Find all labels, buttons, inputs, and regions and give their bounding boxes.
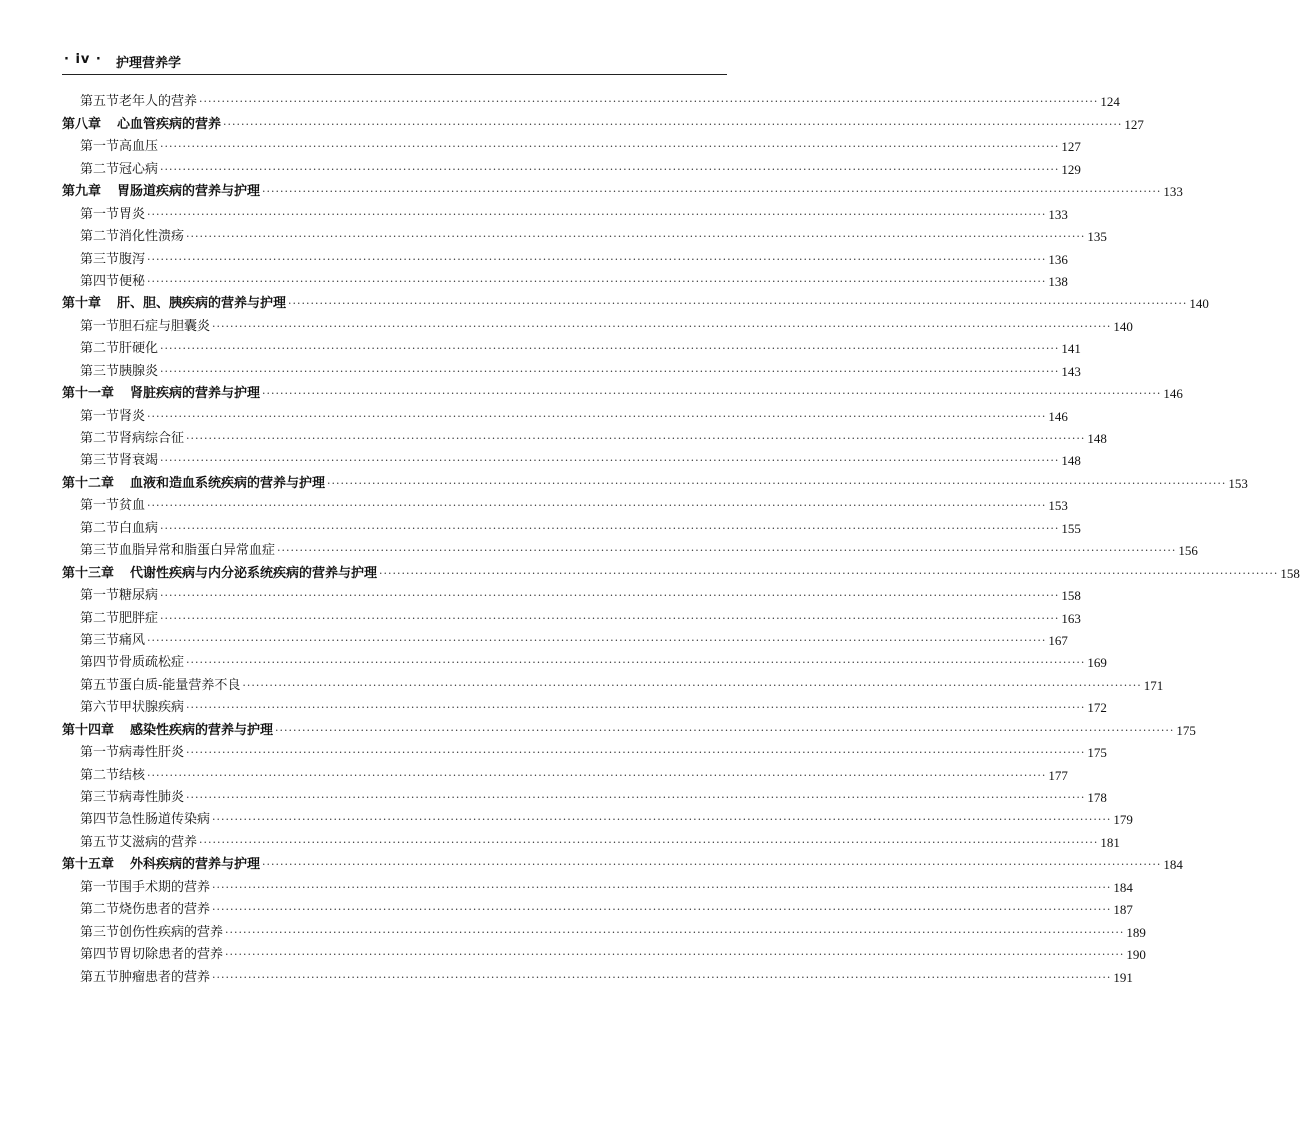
toc-entry-page: 146 [1163,386,1183,402]
toc-entry-number: 第三节 [80,790,120,805]
toc-entry-title: 急性肠道传染病 [119,812,211,828]
toc-entry-page: 187 [1113,902,1133,918]
toc-chapter-entry[interactable] [62,113,1144,135]
toc-entry-page: 181 [1100,834,1120,850]
dot-leader: ········································································································································································································ [160,140,1060,154]
toc-entry-number: 第一节 [80,408,120,424]
dot-leader: ········································································································································································································ [160,521,1060,535]
toc-entry-page: 179 [1113,812,1133,828]
toc-entry-number: 第三节 [80,924,120,940]
toc-entry-title: 骨质疏松症 [119,655,185,671]
toc-entry-title: 血脂异常和脂蛋白异常血症 [119,543,276,559]
toc-entry-page: 140 [1189,296,1209,312]
toc-entry-page: 184 [1113,879,1133,895]
dot-leader: ········································································································································································································ [212,903,1112,917]
dot-leader: ········································································································································································································ [147,768,1047,782]
toc-entry-number: 第二节 [80,610,120,626]
toc-section-entry[interactable] [62,630,1068,652]
toc-entry-number: 第二节 [80,161,120,177]
dot-leader: ········································································································································································································ [262,858,1162,872]
toc-entry-page: 135 [1087,229,1107,245]
toc-section-entry[interactable] [62,966,1133,988]
dot-leader: ········································································································································································································ [186,791,1086,804]
toc-entry-number: 第一节 [80,139,120,155]
toc-section-entry[interactable] [62,540,1198,562]
dot-leader: ········································································································································································································ [147,633,1047,647]
dot-leader: ········································································································································································································ [225,948,1125,962]
toc-entry-page: 167 [1048,632,1068,648]
dot-leader: ········································································································································································································ [262,185,1162,199]
toc-entry-title: 代谢性疾病与内分泌系统疾病的营养与护理 [130,565,378,581]
toc-section-entry[interactable] [62,315,1133,337]
toc-entry-number: 第五节 [80,969,120,985]
toc-entry-page: 143 [1061,363,1081,379]
toc-entry-page: 148 [1061,453,1081,469]
toc-entry-number: 第三节 [80,453,120,469]
toc-entry-title: 甲状腺疾病 [119,700,185,716]
toc-section-entry[interactable] [62,697,1107,719]
toc-entry-number: 第十四章 [62,722,115,738]
toc-entry-page: 175 [1087,745,1107,761]
toc-entry-title: 肾病综合征 [119,431,185,446]
toc-entry-number: 第二节 [80,431,120,446]
toc-entry-number: 第二节 [80,520,120,536]
dot-leader: ········································································································································································································ [147,499,1047,513]
dot-leader: ········································································································································································································ [147,409,1047,423]
dot-leader: ········································································································································································································ [225,925,1125,939]
toc-section-entry[interactable] [62,450,1081,472]
toc-chapter-entry[interactable] [62,472,1248,494]
toc-entry-page: 136 [1048,251,1068,267]
toc-entry-page: 163 [1061,610,1081,626]
toc-entry-page: 155 [1061,520,1081,536]
toc-entry-number: 第十章 [62,296,102,312]
toc-entry-number: 第三节 [80,543,120,559]
toc-entry-page: 190 [1126,947,1146,963]
toc-entry-page: 184 [1163,857,1183,873]
toc-entry-title: 肾炎 [119,408,146,424]
toc-section-entry[interactable] [62,405,1068,427]
toc-entry-number: 第一节 [80,498,120,514]
toc-entry-page: 158 [1280,565,1300,581]
toc-entry-page: 175 [1176,722,1196,738]
toc-entry-title: 病毒性肝炎 [119,745,185,761]
toc-entry-page: 177 [1048,767,1068,783]
toc-section-entry[interactable] [62,831,1120,853]
toc-entry-page: 133 [1163,184,1183,200]
toc-entry-page: 127 [1124,116,1144,132]
toc-entry-page: 148 [1087,431,1107,446]
toc-entry-title: 肿瘤患者的营养 [119,969,211,985]
toc-entry-page: 158 [1061,588,1081,604]
toc-entry-title: 感染性疾病的营养与护理 [130,722,274,738]
toc-entry-number: 第十一章 [62,386,115,402]
toc-entry-number: 第一节 [80,318,120,334]
toc-section-entry[interactable] [62,495,1068,517]
toc-entry-number: 第三节 [80,251,120,267]
toc-entry-page: 171 [1143,677,1164,693]
toc-entry-title: 高血压 [119,139,159,155]
toc-entry-title: 腹泻 [119,251,146,267]
dot-leader: ········································································································································································································ [147,207,1047,221]
dot-leader: ········································································································································································································ [160,162,1060,176]
toc-entry-page: 153 [1048,498,1068,514]
toc-entry-title: 病毒性肺炎 [119,790,185,805]
toc-entry-title: 痛风 [119,632,146,648]
toc-entry-title: 糖尿病 [119,588,159,604]
toc-entry-number: 第六节 [80,700,120,716]
toc-entry-page: 138 [1048,273,1068,289]
dot-leader: ········································································································································································································ [160,364,1060,378]
toc-entry-number: 第二节 [80,767,120,783]
toc-entry-title: 肾衰竭 [119,453,159,469]
toc-section-entry[interactable] [62,787,1107,809]
toc-entry-number: 第五节 [80,834,120,850]
toc-entry-title: 冠心病 [119,161,159,177]
toc-entry-number: 第二节 [80,902,120,918]
toc-entry-title: 胆石症与胆囊炎 [119,318,211,334]
toc-section-entry[interactable] [62,809,1133,831]
toc-entry-title: 胃炎 [119,206,146,222]
toc-entry-number: 第九章 [62,184,102,200]
toc-entry-page: 124 [1100,94,1120,110]
dot-leader: ········································································································································································································ [212,319,1112,333]
toc-entry-page: 169 [1087,655,1107,671]
toc-entry-page: 129 [1061,161,1081,177]
dot-leader: ········································································································································································································ [275,723,1175,737]
dot-leader: ········································································································································································································ [147,252,1047,266]
toc-entry-title: 肥胖症 [119,610,159,626]
toc-entry-page: 153 [1228,475,1248,491]
dot-leader: ········································································································································································································ [186,701,1086,715]
toc-section-entry[interactable] [62,517,1081,539]
toc-entry-title: 烧伤患者的营养 [119,902,211,918]
toc-section-entry[interactable] [62,428,1107,450]
toc-entry-number: 第一节 [80,745,120,761]
toc-entry-number: 第一节 [80,206,120,222]
toc-entry-title: 结核 [119,767,146,783]
toc-entry-number: 第二节 [80,341,120,357]
toc-section-entry[interactable] [62,338,1081,360]
toc-entry-title: 围手术期的营养 [119,879,211,895]
toc-section-entry[interactable] [62,899,1133,921]
toc-section-entry[interactable] [62,742,1107,764]
toc-section-entry[interactable] [62,674,1164,696]
toc-section-entry[interactable] [62,607,1081,629]
toc-entry-page: 133 [1048,206,1068,222]
dot-leader: ········································································································································································································ [212,880,1112,894]
toc-entry-title: 蛋白质-能量营养不良 [119,677,241,693]
toc-chapter-entry[interactable] [62,383,1183,405]
toc-entry-number: 第四节 [80,273,120,289]
toc-entry-title: 贫血 [119,498,146,514]
toc-section-entry[interactable] [62,248,1068,270]
toc-entry-title: 外科疾病的营养与护理 [130,857,261,873]
dot-leader: ········································································································································································································ [186,746,1086,760]
page-number-label: · iv · [64,52,102,67]
toc-entry-number: 第十三章 [62,565,115,581]
dot-leader: ········································································································································································································ [212,970,1112,984]
toc-entry-title: 创伤性疾病的营养 [119,924,224,940]
toc-entry-number: 第四节 [80,655,120,671]
dot-leader: ········································································································································································································ [160,342,1060,356]
dot-leader: ········································································································································································································ [160,454,1060,468]
toc-entry-page: 146 [1048,408,1068,424]
dot-leader: ········································································································································································································ [147,274,1047,288]
toc-section-entry[interactable] [62,764,1068,786]
toc-section-entry[interactable] [62,652,1107,674]
toc-entry-page: 172 [1087,700,1107,716]
toc-section-entry[interactable] [62,158,1081,180]
toc-entry-title: 胃肠道疾病的营养与护理 [117,184,261,200]
toc-entry-title: 胃切除患者的营养 [119,947,224,963]
toc-section-entry[interactable] [62,203,1068,225]
toc-section-entry[interactable] [62,271,1068,293]
dot-leader: ········································································································································································································ [186,230,1086,244]
dot-leader: ········································································································································································································ [223,117,1123,131]
dot-leader: ········································································································································································································ [262,387,1162,401]
toc-section-entry[interactable] [62,944,1146,966]
toc-entry-page: 178 [1087,790,1107,805]
dot-leader: ········································································································································································································ [288,297,1188,311]
toc-entry-title: 肝、胆、胰疾病的营养与护理 [117,296,287,312]
dot-leader: ········································································································································································································ [212,813,1112,827]
toc-entry-number: 第一节 [80,588,120,604]
dot-leader: ········································································································································································································ [379,566,1279,580]
dot-leader: ········································································································································································································ [186,656,1086,670]
dot-leader: ········································································································································································································ [199,835,1099,849]
toc-section-entry[interactable] [62,136,1081,158]
toc-entry-title: 便秘 [119,273,146,289]
toc-section-entry[interactable] [62,876,1133,898]
toc-entry-title: 消化性溃疡 [119,229,185,245]
toc-entry-title: 心血管疾病的营养 [117,116,222,132]
toc-entry-page: 127 [1061,139,1081,155]
toc-section-entry[interactable] [62,585,1081,607]
toc-entry-title: 血液和造血系统疾病的营养与护理 [130,475,326,491]
toc-chapter-entry[interactable] [62,719,1196,741]
dot-leader: ········································································································································································································ [327,476,1227,490]
toc-section-entry[interactable] [62,91,1120,113]
toc-chapter-entry[interactable] [62,562,1300,584]
toc-entry-page: 141 [1061,341,1081,357]
dot-leader: ········································································································································································································ [199,95,1099,109]
toc-entry-page: 156 [1178,543,1198,559]
book-title: 护理营养学 [116,56,182,71]
toc-section-entry[interactable] [62,360,1081,382]
toc-entry-number: 第二节 [80,229,120,245]
toc-entry-number: 第四节 [80,812,120,828]
toc-entry-page: 140 [1113,318,1133,334]
toc-section-entry[interactable] [62,921,1146,943]
dot-leader: ········································································································································································································ [186,432,1086,445]
toc-chapter-entry[interactable] [62,854,1183,876]
dot-leader: ········································································································································································································ [160,589,1060,603]
toc-entry-number: 第三节 [80,363,120,379]
toc-entry-number: 第五节 [80,677,120,693]
toc-entry-title: 艾滋病的营养 [119,834,198,850]
toc-entry-number: 第四节 [80,947,120,963]
running-header [62,52,727,75]
toc-entry-number: 第十五章 [62,857,115,873]
toc-entry-number: 第三节 [80,632,120,648]
toc-entry-title: 胰腺炎 [119,363,159,379]
toc-entry-page: 189 [1126,924,1146,940]
table-of-contents [62,91,1300,989]
toc-entry-page: 191 [1113,969,1133,985]
toc-entry-number: 第一节 [80,879,120,895]
toc-entry-title: 老年人的营养 [119,94,198,110]
toc-entry-title: 肾脏疾病的营养与护理 [130,386,261,402]
toc-chapter-entry[interactable] [62,293,1209,315]
dot-leader: ········································································································································································································ [277,544,1177,558]
toc-entry-number: 第八章 [62,116,102,132]
toc-entry-title: 白血病 [119,520,159,536]
toc-entry-number: 第五节 [80,94,120,110]
toc-section-entry[interactable] [62,226,1107,248]
dot-leader: ········································································································································································································ [160,611,1060,625]
toc-entry-number: 第十二章 [62,475,115,491]
dot-leader: ········································································································································································································ [242,678,1142,692]
toc-entry-title: 肝硬化 [119,341,159,357]
toc-chapter-entry[interactable] [62,181,1183,203]
